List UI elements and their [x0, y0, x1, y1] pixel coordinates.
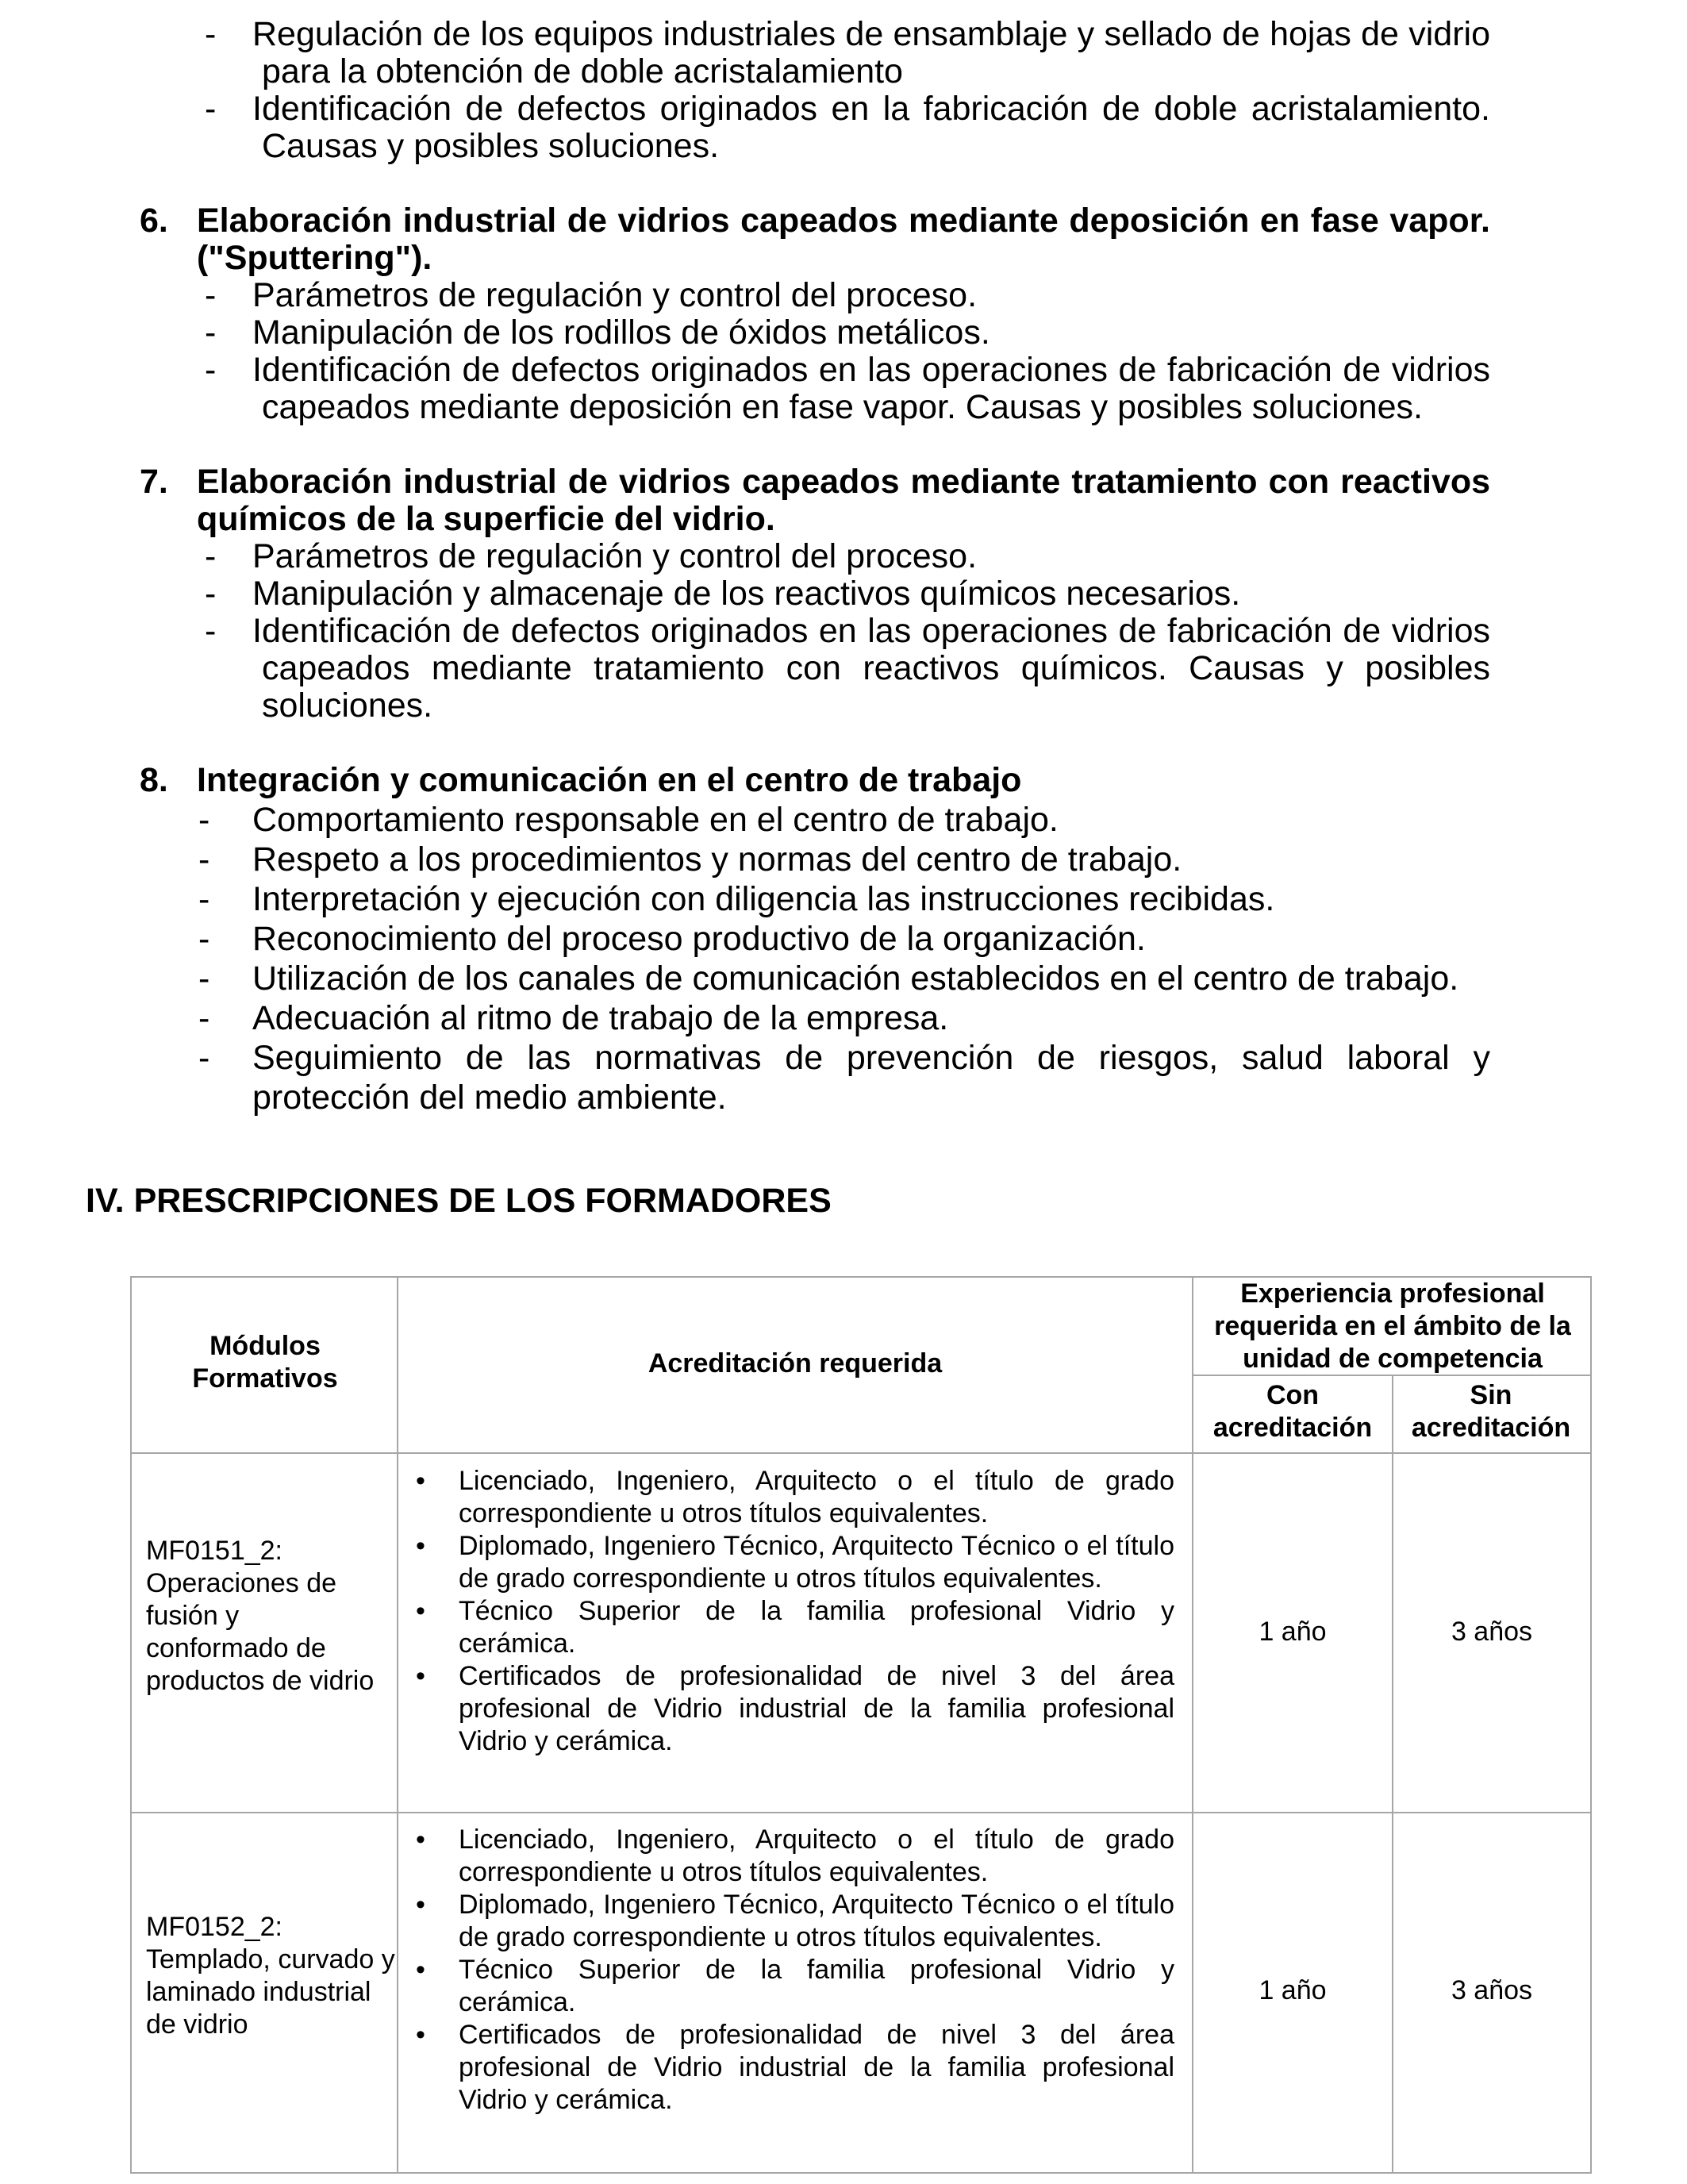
requirement-text: Técnico Superior de la familia profesional Vidrio y cerámica.	[459, 1596, 1174, 1659]
list-item-line: Parámetros de regulación y control del proceso.	[252, 276, 978, 314]
list-item	[403, 1660, 1174, 1758]
requirement-text: Certificados de profesionalidad de nivel 3 del área profesional de Vidrio industrial de la familia profesional Vidrio y cerámica.	[459, 2020, 1174, 2115]
section-title: Integración y comunicación en el centro de trabajo	[197, 761, 1022, 799]
list-item-line: Identificación de defectos originados en las operaciones de fabricación de vidrios	[252, 612, 1490, 650]
bullet-icon: •	[416, 1661, 425, 1691]
list-item-line: capeados mediante tratamiento con reactivos químicos. Causas y posibles	[262, 649, 1490, 687]
with-accreditation-value: 1 año	[1259, 1975, 1327, 2005]
list-item	[403, 1595, 1174, 1660]
list-dash: -	[205, 575, 217, 613]
section-title: Elaboración industrial de vidrios capeados mediante tratamiento con reactivos	[197, 463, 1490, 501]
list-item	[403, 1889, 1174, 1954]
table-border	[130, 1452, 1592, 1454]
list-item-line: soluciones.	[262, 686, 433, 725]
requirements-list	[403, 1465, 1174, 1758]
list-dash: -	[198, 959, 210, 998]
table-border	[1392, 1375, 1393, 2174]
section-title: químicos de la superficie del vidrio.	[197, 500, 775, 538]
table-border	[130, 1812, 1592, 1813]
list-item	[403, 2019, 1174, 2117]
bullet-icon: •	[416, 1955, 425, 1985]
section-title: ("Sputtering").	[197, 239, 432, 277]
header-without-accreditation: Sin acreditación	[1411, 1380, 1571, 1443]
header-experience: Experiencia profesional requerida en el ámbito de la unidad de competencia	[1214, 1278, 1571, 1374]
list-dash: -	[198, 1039, 210, 1077]
list-item	[403, 1954, 1174, 2019]
list-dash: -	[198, 999, 210, 1037]
bullet-icon: •	[416, 1531, 425, 1561]
list-dash: -	[205, 276, 217, 314]
without-accreditation-value: 3 años	[1451, 1617, 1533, 1647]
list-item-line: Respeto a los procedimientos y normas del centro de trabajo.	[252, 840, 1182, 879]
list-item-line: Seguimiento de las normativas de prevención de riesgos, salud laboral y	[252, 1039, 1490, 1077]
list-dash: -	[205, 351, 217, 389]
list-item	[403, 1824, 1174, 1889]
list-dash: -	[205, 313, 217, 352]
list-item-line: Utilización de los canales de comunicación establecidos en el centro de trabajo.	[252, 959, 1459, 998]
list-dash: -	[198, 801, 210, 839]
section-number: 6.	[140, 202, 168, 240]
list-item	[403, 1465, 1174, 1530]
with-accreditation-value: 1 año	[1259, 1617, 1327, 1647]
list-item-line: Adecuación al ritmo de trabajo de la empresa.	[252, 999, 949, 1037]
list-item-line: Causas y posibles soluciones.	[262, 127, 720, 165]
list-item-line: Identificación de defectos originados en la fabricación de doble acristalamiento.	[252, 90, 1490, 128]
module-name: MF0151_2: Operaciones de fusión y conformado de productos de vidrio	[146, 1536, 375, 1696]
section-number: 7.	[140, 463, 168, 501]
requirement-text: Diplomado, Ingeniero Técnico, Arquitecto Técnico o el título de grado correspondiente u otros títulos equivalentes.	[459, 1531, 1174, 1594]
table-border	[1192, 1276, 1193, 2174]
table-border	[1590, 1276, 1592, 2174]
section-number: 8.	[140, 761, 168, 799]
section-title: Elaboración industrial de vidrios capeados mediante deposición en fase vapor.	[197, 202, 1490, 240]
list-item	[403, 1530, 1174, 1595]
requirement-text: Técnico Superior de la familia profesional Vidrio y cerámica.	[459, 1955, 1174, 2017]
section-heading: IV. PRESCRIPCIONES DE LOS FORMADORES	[86, 1182, 832, 1220]
requirements-list	[403, 1824, 1174, 2117]
header-with-accreditation: Con acreditación	[1212, 1380, 1373, 1443]
header-modules: Módulos Formativos	[192, 1331, 338, 1394]
bullet-icon: •	[416, 1466, 425, 1496]
list-item-line: Regulación de los equipos industriales de ensamblaje y sellado de hojas de vidrio	[252, 15, 1490, 53]
table-border	[130, 2172, 1592, 2174]
list-dash: -	[205, 90, 217, 128]
list-item-line: Manipulación y almacenaje de los reactivos químicos necesarios.	[252, 575, 1241, 613]
list-item-line: Manipulación de los rodillos de óxidos metálicos.	[252, 313, 990, 352]
requirement-text: Licenciado, Ingeniero, Arquitecto o el título de grado correspondiente u otros títulos equivalentes.	[459, 1466, 1174, 1528]
requirement-text: Certificados de profesionalidad de nivel 3 del área profesional de Vidrio industrial de la familia profesional Vidrio y cerámica.	[459, 1661, 1174, 1756]
bullet-icon: •	[416, 1596, 425, 1626]
header-accreditation: Acreditación requerida	[648, 1348, 943, 1378]
module-name: MF0152_2: Templado, curvado y laminado industrial de vidrio	[146, 1912, 395, 2040]
list-item-line: Interpretación y ejecución con diligencia las instrucciones recibidas.	[252, 880, 1275, 918]
list-dash: -	[198, 880, 210, 918]
list-item-line: Parámetros de regulación y control del proceso.	[252, 537, 978, 575]
bullet-icon: •	[416, 1890, 425, 1920]
requirement-text: Licenciado, Ingeniero, Arquitecto o el título de grado correspondiente u otros títulos equivalentes.	[459, 1824, 1174, 1887]
list-dash: -	[205, 612, 217, 650]
list-item-line: protección del medio ambiente.	[252, 1079, 727, 1117]
list-item-line: Identificación de defectos originados en las operaciones de fabricación de vidrios	[252, 351, 1490, 389]
list-item-line: capeados mediante deposición en fase vapor. Causas y posibles soluciones.	[262, 388, 1423, 426]
trainers-table	[130, 1276, 1592, 2174]
list-item-line: para la obtención de doble acristalamiento	[262, 52, 903, 90]
list-item-line: Comportamiento responsable en el centro de trabajo.	[252, 801, 1059, 839]
list-dash: -	[198, 920, 210, 958]
bullet-icon: •	[416, 1824, 425, 1855]
list-item-line: Reconocimiento del proceso productivo de la organización.	[252, 920, 1146, 958]
requirement-text: Diplomado, Ingeniero Técnico, Arquitecto Técnico o el título de grado correspondiente u otros títulos equivalentes.	[459, 1890, 1174, 1952]
list-dash: -	[205, 15, 217, 53]
list-dash: -	[205, 537, 217, 575]
without-accreditation-value: 3 años	[1451, 1975, 1533, 2005]
bullet-icon: •	[416, 2020, 425, 2050]
table-border	[130, 1276, 132, 2174]
list-dash: -	[198, 840, 210, 879]
